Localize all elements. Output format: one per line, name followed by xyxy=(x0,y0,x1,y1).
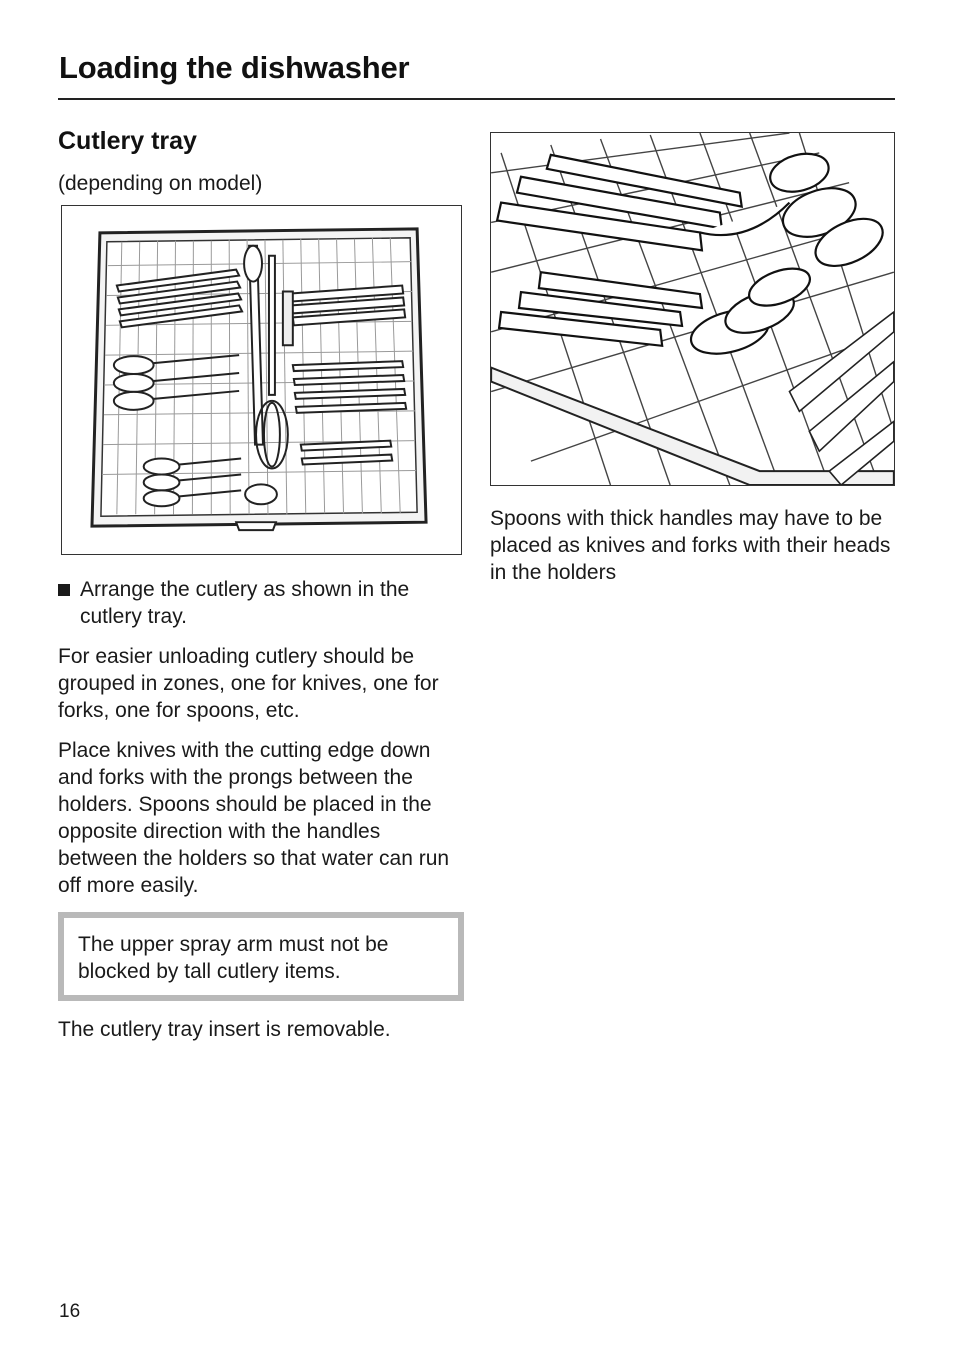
right-caption: Spoons with thick handles may have to be placed as knives and forks with their heads in the holders xyxy=(490,507,891,584)
warning-text: The upper spray arm must not be blocked by tall cutlery items. xyxy=(78,933,389,983)
page-title: Loading the dishwasher xyxy=(59,50,410,85)
spoons-in-holders-icon xyxy=(491,133,894,485)
section-heading: Cutlery tray xyxy=(58,127,197,155)
left-column xyxy=(58,124,464,1043)
cutlery-tray-top-view-icon xyxy=(62,206,461,554)
page-number: 16 xyxy=(59,1301,81,1322)
cutlery-tray-illustration xyxy=(61,205,462,555)
spoons-illustration xyxy=(490,132,895,486)
title-rule xyxy=(58,98,895,100)
model-note: (depending on model) xyxy=(58,172,263,195)
paragraph-removable: The cutlery tray insert is removable. xyxy=(58,1018,391,1041)
bullet-square-icon xyxy=(58,584,70,596)
paragraph-grouping: For easier unloading cutlery should be grouped in zones, one for knives, one for forks, one for spoons, etc. xyxy=(58,645,439,722)
right-column xyxy=(490,132,895,586)
paragraph-placing: Place knives with the cutting edge down and forks with the prongs between the holders. Spoons should be placed in the opposite direction with the handles between the holders so that water can run off more easily. xyxy=(58,739,450,897)
warning-box xyxy=(58,912,464,1001)
bullet-text: Arrange the cutlery as shown in the cutlery tray. xyxy=(80,578,410,628)
instruction-bullet xyxy=(58,576,464,630)
